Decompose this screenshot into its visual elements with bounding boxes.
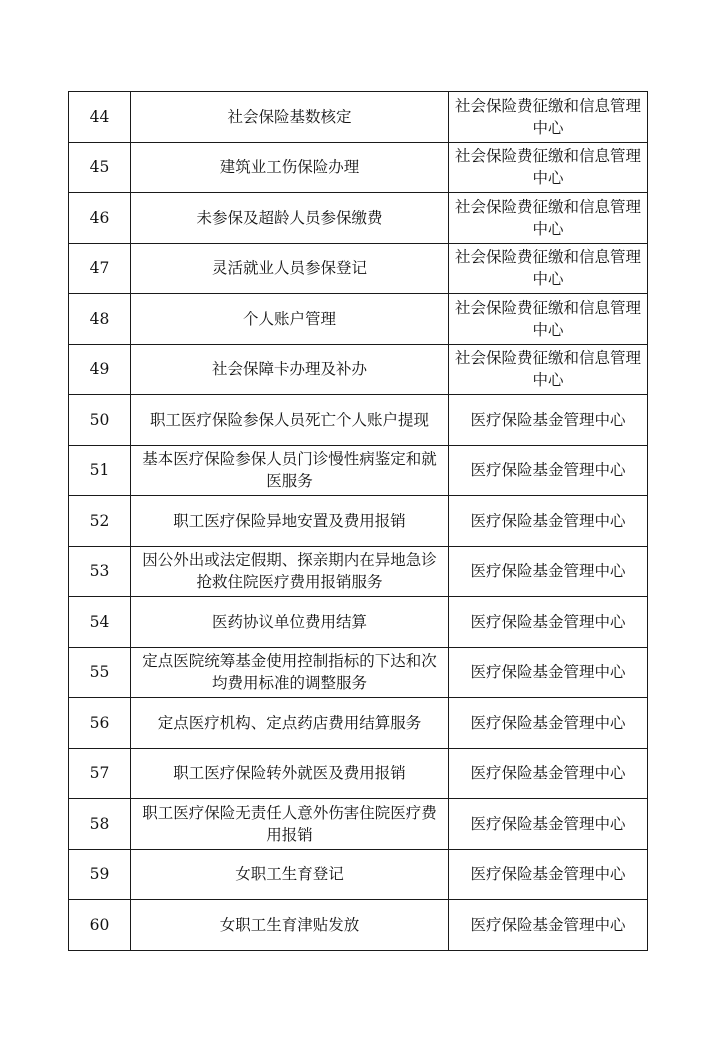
service-name: 定点医疗机构、定点药店费用结算服务 — [131, 698, 449, 749]
table-row — [69, 900, 648, 951]
row-number: 54 — [69, 597, 131, 648]
service-name: 因公外出或法定假期、探亲期内在异地急诊抢救住院医疗费用报销服务 — [131, 546, 449, 597]
service-name: 职工医疗保险转外就医及费用报销 — [131, 748, 449, 799]
table-row — [69, 193, 648, 244]
row-number: 58 — [69, 799, 131, 850]
service-name: 女职工生育登记 — [131, 849, 449, 900]
row-number: 57 — [69, 748, 131, 799]
service-name: 职工医疗保险异地安置及费用报销 — [131, 496, 449, 547]
row-number: 46 — [69, 193, 131, 244]
department: 医疗保险基金管理中心 — [449, 799, 648, 850]
department: 社会保险费征缴和信息管理中心 — [449, 243, 648, 294]
department: 社会保险费征缴和信息管理中心 — [449, 294, 648, 345]
row-number: 45 — [69, 142, 131, 193]
service-name: 灵活就业人员参保登记 — [131, 243, 449, 294]
department: 社会保险费征缴和信息管理中心 — [449, 92, 648, 143]
department: 医疗保险基金管理中心 — [449, 748, 648, 799]
table-row — [69, 546, 648, 597]
table-row — [69, 243, 648, 294]
table-row — [69, 344, 648, 395]
table-row — [69, 698, 648, 749]
row-number: 49 — [69, 344, 131, 395]
row-number: 47 — [69, 243, 131, 294]
department: 医疗保险基金管理中心 — [449, 445, 648, 496]
row-number: 60 — [69, 900, 131, 951]
service-name: 职工医疗保险参保人员死亡个人账户提现 — [131, 395, 449, 446]
table-row — [69, 849, 648, 900]
table-row — [69, 597, 648, 648]
service-name: 基本医疗保险参保人员门诊慢性病鉴定和就医服务 — [131, 445, 449, 496]
department: 医疗保险基金管理中心 — [449, 395, 648, 446]
service-name: 医药协议单位费用结算 — [131, 597, 449, 648]
table-row — [69, 496, 648, 547]
department: 医疗保险基金管理中心 — [449, 647, 648, 698]
row-number: 50 — [69, 395, 131, 446]
service-name: 社会保险基数核定 — [131, 92, 449, 143]
department: 医疗保险基金管理中心 — [449, 900, 648, 951]
department: 社会保险费征缴和信息管理中心 — [449, 142, 648, 193]
table-row — [69, 395, 648, 446]
service-name: 女职工生育津贴发放 — [131, 900, 449, 951]
row-number: 53 — [69, 546, 131, 597]
services-table — [68, 91, 648, 951]
department: 医疗保险基金管理中心 — [449, 496, 648, 547]
service-name: 建筑业工伤保险办理 — [131, 142, 449, 193]
table-row — [69, 92, 648, 143]
table-row — [69, 142, 648, 193]
row-number: 51 — [69, 445, 131, 496]
row-number: 56 — [69, 698, 131, 749]
service-name: 未参保及超龄人员参保缴费 — [131, 193, 449, 244]
service-name: 职工医疗保险无责任人意外伤害住院医疗费用报销 — [131, 799, 449, 850]
department: 医疗保险基金管理中心 — [449, 849, 648, 900]
department: 医疗保险基金管理中心 — [449, 546, 648, 597]
row-number: 48 — [69, 294, 131, 345]
service-name: 社会保障卡办理及补办 — [131, 344, 449, 395]
department: 医疗保险基金管理中心 — [449, 698, 648, 749]
service-name: 个人账户管理 — [131, 294, 449, 345]
services-table-body — [69, 92, 648, 951]
row-number: 59 — [69, 849, 131, 900]
row-number: 52 — [69, 496, 131, 547]
table-row — [69, 647, 648, 698]
department: 社会保险费征缴和信息管理中心 — [449, 344, 648, 395]
table-row — [69, 294, 648, 345]
department: 社会保险费征缴和信息管理中心 — [449, 193, 648, 244]
service-name: 定点医院统筹基金使用控制指标的下达和次均费用标准的调整服务 — [131, 647, 449, 698]
table-row — [69, 445, 648, 496]
row-number: 44 — [69, 92, 131, 143]
table-row — [69, 799, 648, 850]
row-number: 55 — [69, 647, 131, 698]
table-row — [69, 748, 648, 799]
department: 医疗保险基金管理中心 — [449, 597, 648, 648]
